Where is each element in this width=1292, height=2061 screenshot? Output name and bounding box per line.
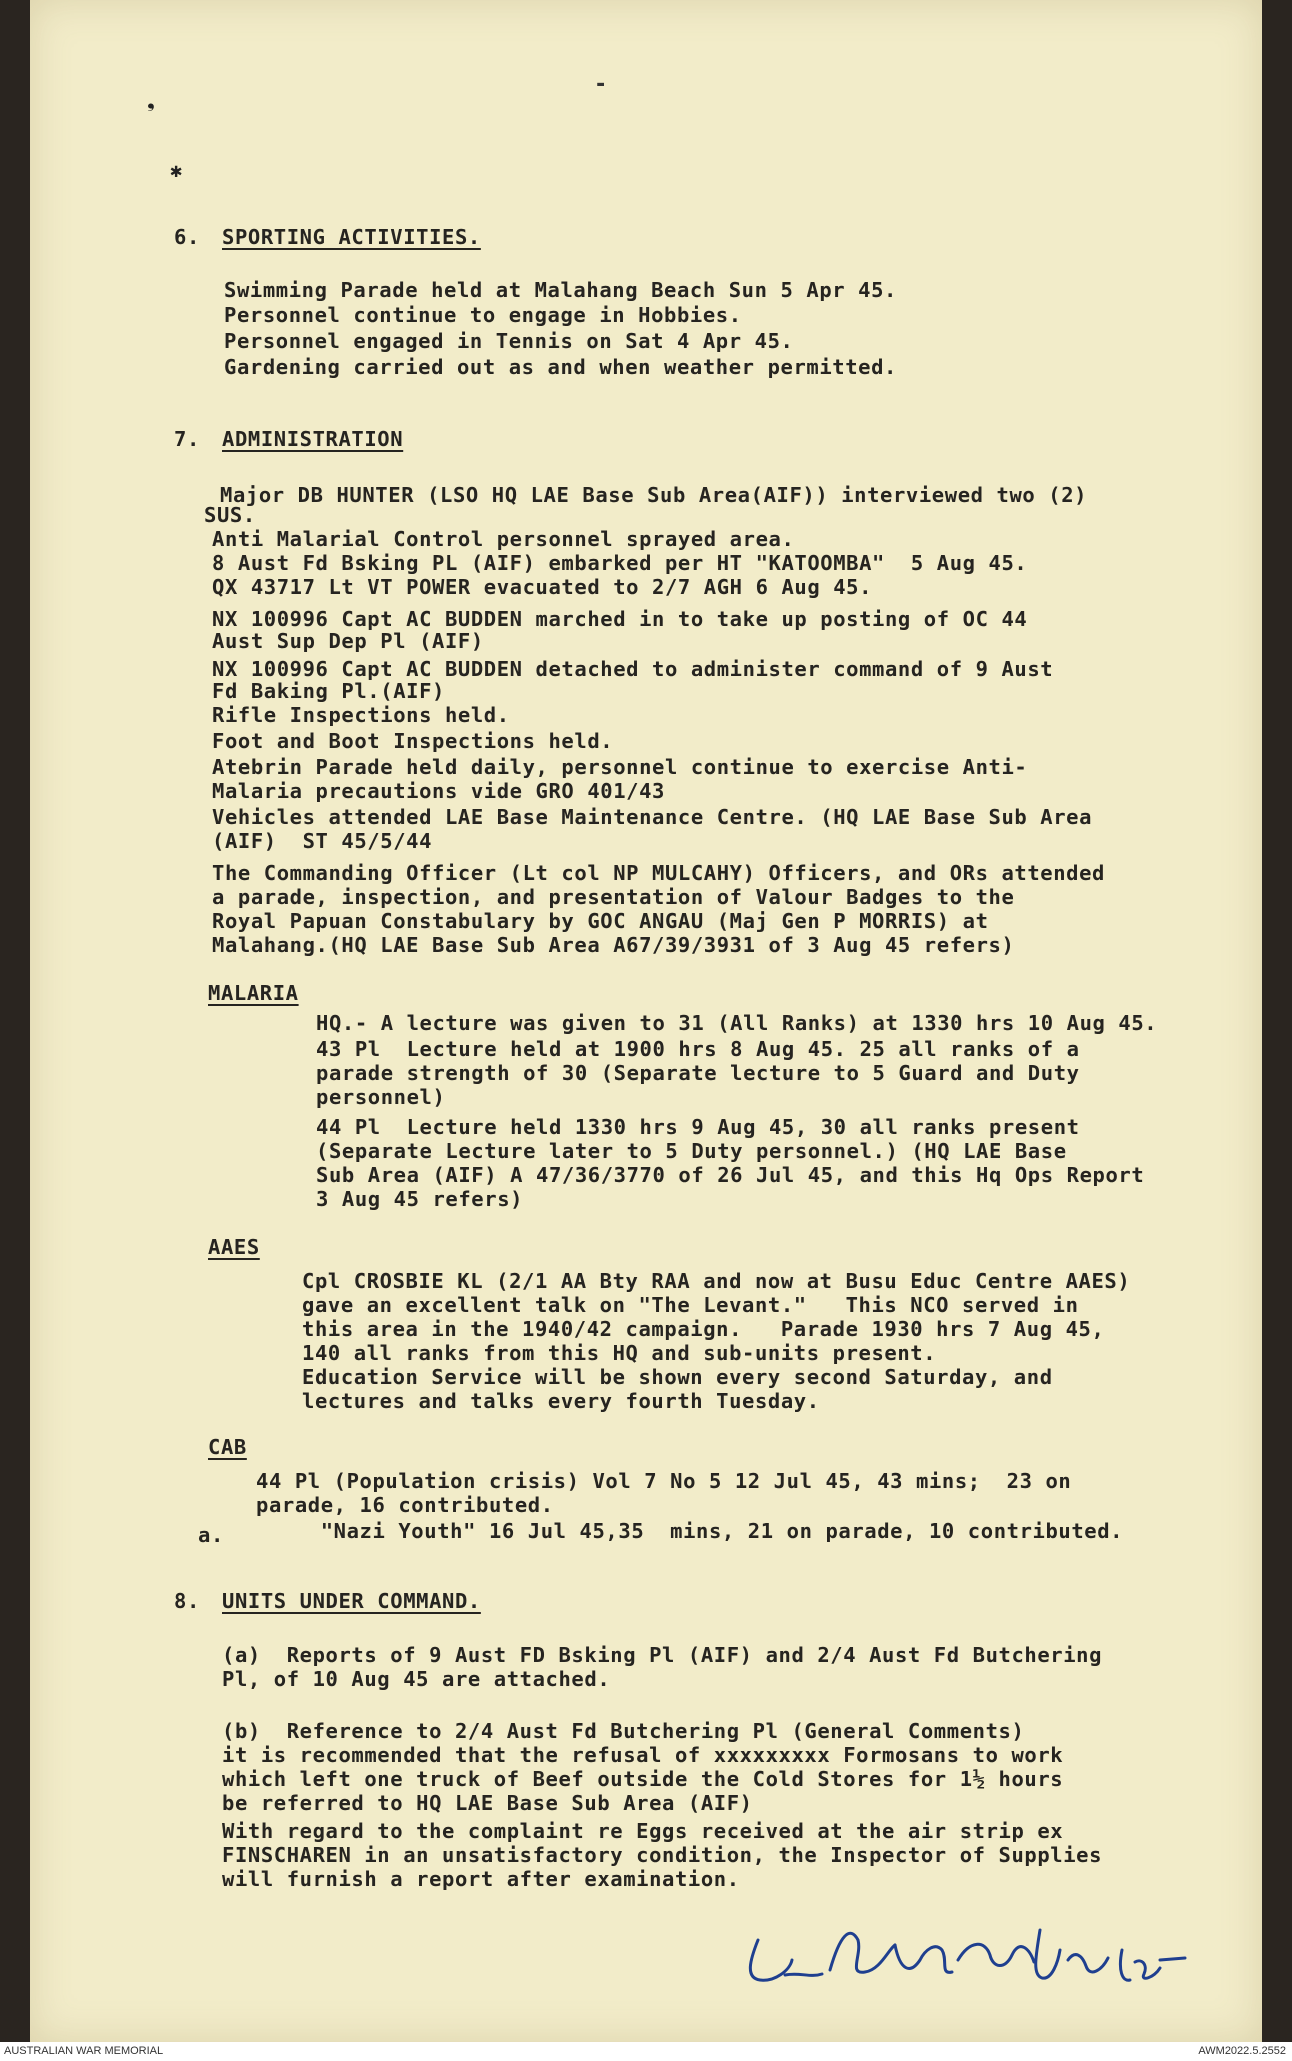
text-line: 8 Aust Fd Bsking PL (AIF) embarked per HT "KATOOMBA" 5 Aug 45.	[212, 551, 1028, 575]
text-line: personnel)	[316, 1085, 446, 1109]
punch-hole-mark: ✱	[170, 158, 183, 182]
text-line: it is recommended that the refusal of xxxxxxxxx Formosans to work	[222, 1743, 1064, 1767]
text-line: lectures and talks every fourth Tuesday.	[302, 1389, 820, 1413]
section-title: UNITS UNDER COMMAND.	[222, 1589, 481, 1613]
footer-bar	[0, 2042, 1292, 2061]
text-line: 44 Pl (Population crisis) Vol 7 No 5 12 Jul 45, 43 mins; 23 on	[256, 1469, 1072, 1493]
text-line: parade, 16 contributed.	[256, 1493, 554, 1517]
text-line: a parade, inspection, and presentation of Valour Badges to the	[212, 885, 1015, 909]
text-line: NX 100996 Capt AC BUDDEN detached to administer command of 9 Aust	[212, 657, 1054, 681]
text-line: this area in the 1940/42 campaign. Parade 1930 hrs 7 Aug 45,	[302, 1317, 1105, 1341]
text-line: Cpl CROSBIE KL (2/1 AA Bty RAA and now at Busu Educ Centre AAES)	[302, 1269, 1131, 1293]
text-line: NX 100996 Capt AC BUDDEN marched in to take up posting of OC 44	[212, 607, 1028, 631]
text-line: "Nazi Youth" 16 Jul 45,35 mins, 21 on parade, 10 contributed.	[256, 1519, 1124, 1543]
subsection-heading: CAB	[208, 1435, 247, 1459]
text-line: With regard to the complaint re Eggs received at the air strip ex	[222, 1819, 1064, 1843]
text-line: (a) Reports of 9 Aust FD Bsking Pl (AIF) and 2/4 Aust Fd Butchering	[222, 1643, 1103, 1667]
text-line: gave an excellent talk on "The Levant." This NCO served in	[302, 1293, 1079, 1317]
text-line: 43 Pl Lecture held at 1900 hrs 8 Aug 45. 25 all ranks of a	[316, 1037, 1080, 1061]
text-line: Education Service will be shown every second Saturday, and	[302, 1365, 1053, 1389]
text-line: Gardening carried out as and when weather permitted.	[224, 355, 897, 379]
text-line: which left one truck of Beef outside the Cold Stores for 1½ hours	[222, 1767, 1064, 1791]
subsection-heading: AAES	[208, 1235, 260, 1259]
text-line: be referred to HQ LAE Base Sub Area (AIF)	[222, 1791, 753, 1815]
text-line: (AIF) ST 45/5/44	[212, 829, 433, 853]
text-line: FINSCHAREN in an unsatisfactory condition, the Inspector of Supplies	[222, 1843, 1103, 1867]
text-line: (Separate Lecture later to 5 Duty personnel.) (HQ LAE Base	[316, 1139, 1067, 1163]
text-line: 44 Pl Lecture held 1330 hrs 9 Aug 45, 30 all ranks present	[316, 1115, 1080, 1139]
text-line: Malahang.(HQ LAE Base Sub Area A67/39/3931 of 3 Aug 45 refers)	[212, 933, 1015, 957]
text-line: Fd Baking Pl.(AIF)	[212, 679, 445, 703]
section-number: 6.	[174, 225, 200, 249]
text-line: Pl, of 10 Aug 45 are attached.	[222, 1667, 611, 1691]
subsection-heading: MALARIA	[208, 981, 299, 1005]
signature	[730, 1900, 1200, 2000]
text-line: Major DB HUNTER (LSO HQ LAE Base Sub Area(AIF)) interviewed two (2)	[220, 483, 1088, 507]
margin-mark: a.	[198, 1523, 224, 1547]
section-title: SPORTING ACTIVITIES.	[222, 225, 481, 249]
footer-accession-number: AWM2022.5.2552	[1198, 2045, 1286, 2057]
text-line: (b) Reference to 2/4 Aust Fd Butchering Pl (General Comments)	[222, 1719, 1025, 1743]
text-line: SUS.	[204, 503, 256, 527]
text-line: Atebrin Parade held daily, personnel continue to exercise Anti-	[212, 755, 1028, 779]
text-line: Vehicles attended LAE Base Maintenance Centre. (HQ LAE Base Sub Area	[212, 805, 1093, 829]
text-line: Sub Area (AIF) A 47/36/3770 of 26 Jul 45, and this Hq Ops Report	[316, 1163, 1145, 1187]
text-line: Malaria precautions vide GRO 401/43	[212, 779, 665, 803]
text-line: Rifle Inspections held.	[212, 703, 510, 727]
text-line: Personnel continue to engage in Hobbies.	[224, 303, 742, 327]
punch-hole-mark: ❟	[147, 88, 155, 112]
text-line: Anti Malarial Control personnel sprayed area.	[212, 527, 795, 551]
page-mark: -	[594, 72, 608, 97]
text-line: will furnish a report after examination.	[222, 1867, 740, 1891]
text-line: 3 Aug 45 refers)	[316, 1187, 524, 1211]
section-number: 8.	[174, 1589, 200, 1613]
text-line: QX 43717 Lt VT POWER evacuated to 2/7 AGH 6 Aug 45.	[212, 575, 873, 599]
section-title: ADMINISTRATION	[222, 427, 404, 451]
text-line: Aust Sup Dep Pl (AIF)	[212, 629, 484, 653]
text-line: parade strength of 30 (Separate lecture to 5 Guard and Duty	[316, 1061, 1080, 1085]
text-line: Royal Papuan Constabulary by GOC ANGAU (Maj Gen P MORRIS) at	[212, 909, 989, 933]
text-line: The Commanding Officer (Lt col NP MULCAHY) Officers, and ORs attended	[212, 861, 1106, 885]
section-number: 7.	[174, 427, 200, 451]
text-line: Personnel engaged in Tennis on Sat 4 Apr 45.	[224, 329, 794, 353]
text-line: 140 all ranks from this HQ and sub-units present.	[302, 1341, 937, 1365]
text-line: Foot and Boot Inspections held.	[212, 729, 614, 753]
text-line: Swimming Parade held at Malahang Beach Sun 5 Apr 45.	[224, 278, 897, 302]
text-line: HQ.- A lecture was given to 31 (All Ranks) at 1330 hrs 10 Aug 45.	[316, 1011, 1158, 1035]
footer-source: AUSTRALIAN WAR MEMORIAL	[4, 2045, 164, 2057]
